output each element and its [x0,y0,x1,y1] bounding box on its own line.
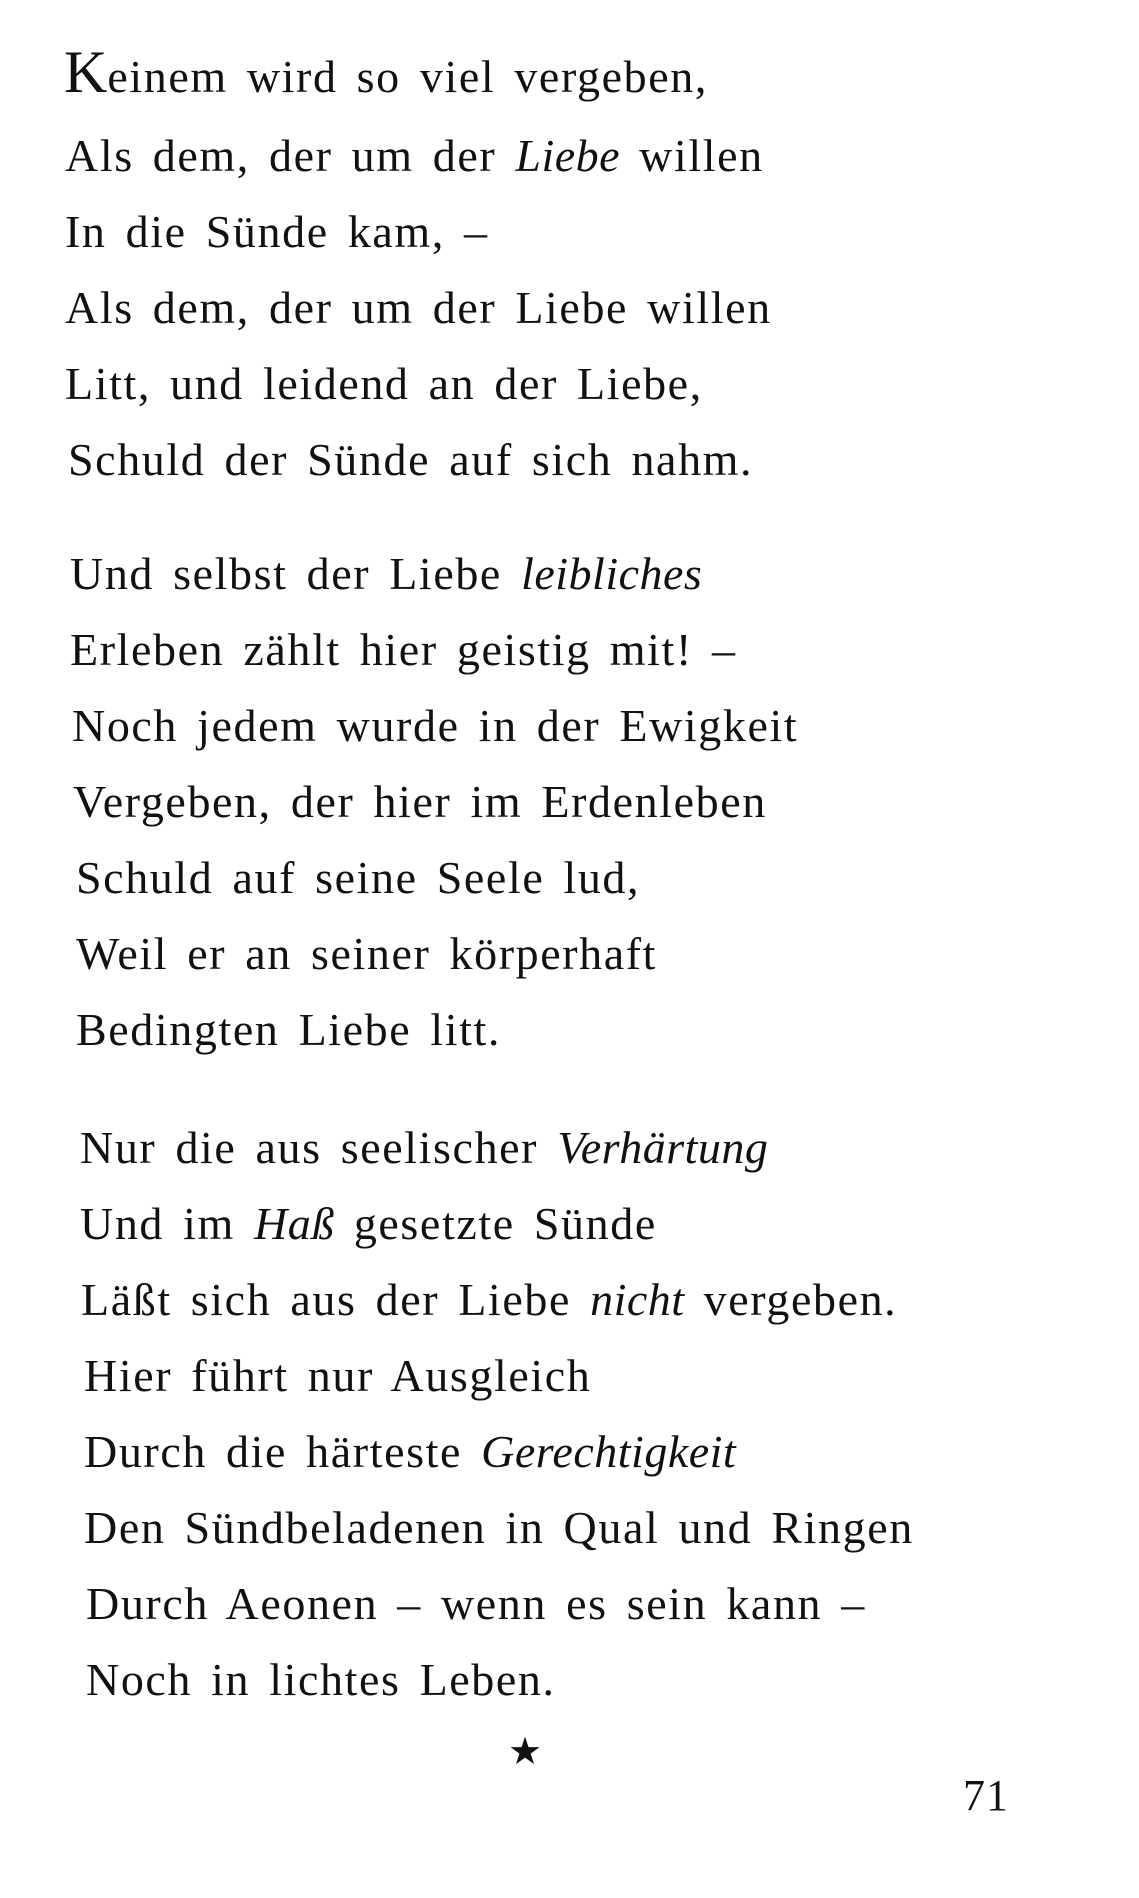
poem-line: Keinem wird so viel vergeben, [64,39,708,105]
poem-line: Durch Aeonen – wenn es sein kann – [86,1578,866,1629]
emphasis: Verhärtung [557,1122,769,1173]
emphasis: Haß [253,1198,335,1249]
poem-line: Noch in lichtes Leben. [86,1654,556,1705]
poem-line: Bedingten Liebe litt. [76,1004,502,1055]
emphasis: leibliches [521,548,703,599]
poem-line: Erleben zählt hier geistig mit! – [70,624,737,675]
poem-line: Schuld der Sünde auf sich nahm. [68,434,754,485]
poem-line: Nur die aus seelischer Verhärtung [80,1122,769,1173]
poem-line: Noch jedem wurde in der Ewigkeit [72,700,799,751]
poem-line: Und selbst der Liebe leibliches [70,548,703,599]
star-ornament-icon: ★ [508,1731,543,1773]
page-number: 71 [963,1771,1009,1820]
emphasis: Liebe [515,130,621,181]
poem-line: In die Sünde kam, – [65,206,489,257]
poem-line: Schuld auf seine Seele lud, [76,852,641,903]
poem-line: Als dem, der um der Liebe willen [65,282,772,333]
poem-line: Vergeben, der hier im Erdenleben [73,776,767,827]
poem-line: Und im Haß gesetzte Sünde [80,1198,657,1249]
poem-line: Litt, und leidend an der Liebe, [65,358,703,409]
poem-line: Als dem, der um der Liebe willen [65,130,764,181]
poem-line: Durch die härteste Gerechtigkeit [84,1426,737,1477]
drop-cap: K [64,39,108,105]
poem-line: Weil er an seiner körperhaft [76,928,658,979]
poem-line: Hier führt nur Ausgleich [84,1350,592,1401]
emphasis: nicht [590,1274,685,1325]
poem-line: Läßt sich aus der Liebe nicht vergeben. [81,1274,898,1325]
emphasis: Gerechtigkeit [481,1426,737,1477]
poem-line: Den Sündbeladenen in Qual und Ringen [84,1502,914,1553]
